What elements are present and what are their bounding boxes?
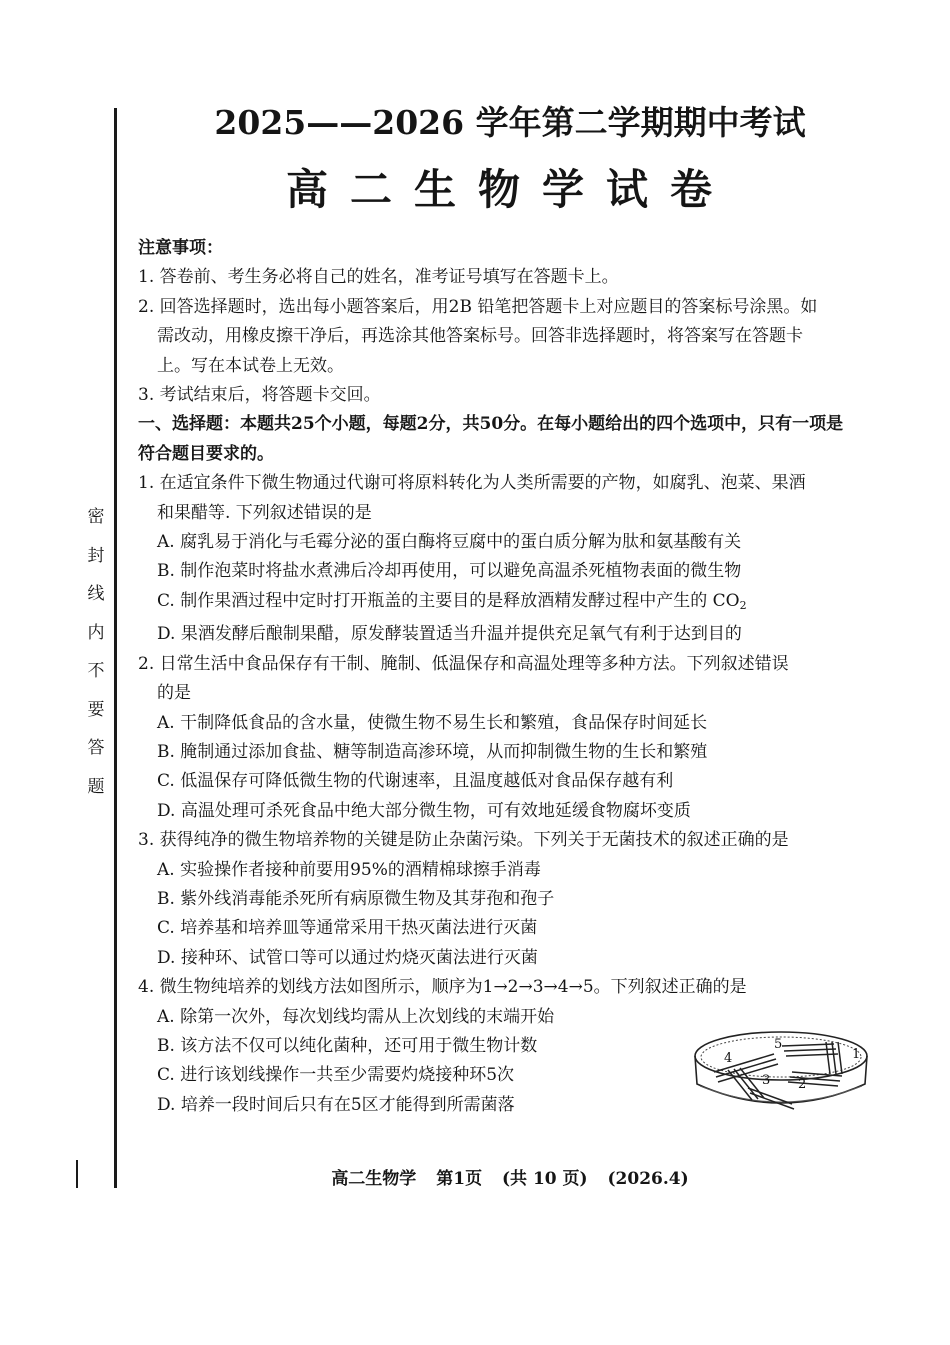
question-1-stem-continued: 和果醋等. 下列叙述错误的是	[157, 502, 372, 523]
notice-item-continued: 需改动，用橡皮擦干净后，再选涂其他答案标号。回答非选择题时，将答案写在答题卡	[157, 326, 803, 347]
notice-heading: 注意事项：	[138, 238, 223, 258]
notice-item: 1. 答卷前、考生务必将自己的姓名，准考证号填写在答题卡上。	[138, 267, 619, 288]
binding-margin-line	[114, 108, 117, 1188]
question-3-option-a: A. 实验操作者接种前要用95%的酒精棉球擦手消毒	[157, 859, 541, 880]
seal-char: 内	[87, 622, 105, 643]
exam-title: 2025——2026 学年第二学期期中考试	[214, 103, 806, 142]
seal-char: 要	[87, 699, 105, 720]
subscript: 2	[739, 598, 747, 612]
footer-page-number: 第1页	[436, 1169, 483, 1189]
question-3-option-d: D. 接种环、试管口等可以通过灼烧灭菌法进行灭菌	[157, 947, 538, 968]
question-4-option-c: C. 进行该划线操作一共至少需要灼烧接种环5次	[157, 1065, 515, 1086]
question-2-stem: 2. 日常生活中食品保存有干制、腌制、低温保存和高温处理等多种方法。下列叙述错误	[138, 653, 789, 674]
question-3-option-b: B. 紫外线消毒能杀死所有病原微生物及其芽孢和孢子	[157, 888, 555, 909]
figure-label-2: 2	[798, 1077, 807, 1092]
seal-char: 封	[87, 545, 105, 566]
exam-body	[138, 234, 874, 1120]
seal-char: 答	[87, 738, 105, 758]
margin-seal-text	[84, 498, 108, 806]
question-2-option-b: B. 腌制通过添加食盐、糖等制造高渗环境，从而抑制微生物的生长和繁殖	[157, 741, 708, 762]
seal-char: 题	[87, 776, 105, 797]
question-4-stem: 4. 微生物纯培养的划线方法如图所示，顺序为1→2→3→4→5。下列叙述正确的是	[138, 977, 747, 998]
seal-char: 不	[87, 661, 105, 681]
question-4-option-a: A. 除第一次外，每次划线均需从上次划线的末端开始	[157, 1006, 555, 1027]
seal-char: 线	[87, 584, 105, 604]
figure-label-5: 5	[774, 1037, 783, 1052]
question-2-option-a: A. 干制降低食品的含水量，使微生物不易生长和繁殖，食品保存时间延长	[157, 712, 708, 733]
footer-total-pages: (共 10 页)	[502, 1169, 588, 1189]
question-4-option-b: B. 该方法不仅可以纯化菌种，还可用于微生物计数	[157, 1035, 538, 1056]
figure-label-3: 3	[762, 1073, 771, 1088]
seal-char: 密	[87, 507, 105, 527]
option-text: C. 制作果酒过程中定时打开瓶盖的主要目的是释放酒精发酵过程中产生的 CO	[157, 590, 740, 611]
question-1-option-c	[138, 587, 874, 620]
question-1-option-b: B. 制作泡菜时将盐水煮沸后冷却再使用，可以避免高温杀死植物表面的微生物	[157, 561, 742, 582]
footer-subject: 高二生物学	[331, 1169, 417, 1189]
question-2-stem-continued: 的是	[157, 683, 191, 704]
question-3-stem: 3. 获得纯净的微生物培养物的关键是防止杂菌污染。下列关于无菌技术的叙述正确的是	[138, 830, 789, 851]
question-3-option-c: C. 培养基和培养皿等通常采用干热灭菌法进行灭菌	[157, 918, 538, 939]
margin-tick-mark	[76, 1160, 78, 1188]
notice-item: 2. 回答选择题时，选出每小题答案后，用2B 铅笔把答题卡上对应题目的答案标号涂黑。如	[138, 296, 818, 317]
question-2-option-c: C. 低温保存可降低微生物的代谢速率，且温度越低对食品保存越有利	[157, 771, 674, 792]
section-heading-continued: 符合题目要求的。	[138, 443, 274, 464]
question-2-option-d: D. 高温处理可杀死食品中绝大部分微生物，可有效地延缓食物腐坏变质	[157, 800, 691, 821]
notice-item-continued: 上。写在本试卷上无效。	[157, 355, 344, 376]
figure-label-1: 1	[852, 1047, 861, 1062]
section-heading: 一、选择题：本题共25个小题，每题2分，共50分。在每小题给出的四个选项中，只有一项是	[138, 414, 844, 435]
question-1-stem: 1. 在适宜条件下微生物通过代谢可将原料转化为人类所需要的产物，如腐乳、泡菜、果酒	[138, 473, 806, 494]
paper-title: 高二生物学试卷	[285, 165, 734, 214]
footer-date: (2026.4)	[607, 1169, 689, 1189]
question-1-option-d: D. 果酒发酵后酿制果醋，原发酵装置适当升温并提供充足氧气有利于达到目的	[157, 624, 742, 645]
petri-dish-streak-figure	[688, 1030, 874, 1120]
page-footer	[120, 1166, 900, 1192]
notice-item: 3. 考试结束后，将答题卡交回。	[138, 385, 381, 406]
question-4-option-d: D. 培养一段时间后只有在5区才能得到所需菌落	[157, 1094, 515, 1115]
question-1-option-a: A. 腐乳易于消化与毛霉分泌的蛋白酶将豆腐中的蛋白质分解为肽和氨基酸有关	[157, 532, 742, 553]
figure-label-4: 4	[724, 1051, 733, 1066]
